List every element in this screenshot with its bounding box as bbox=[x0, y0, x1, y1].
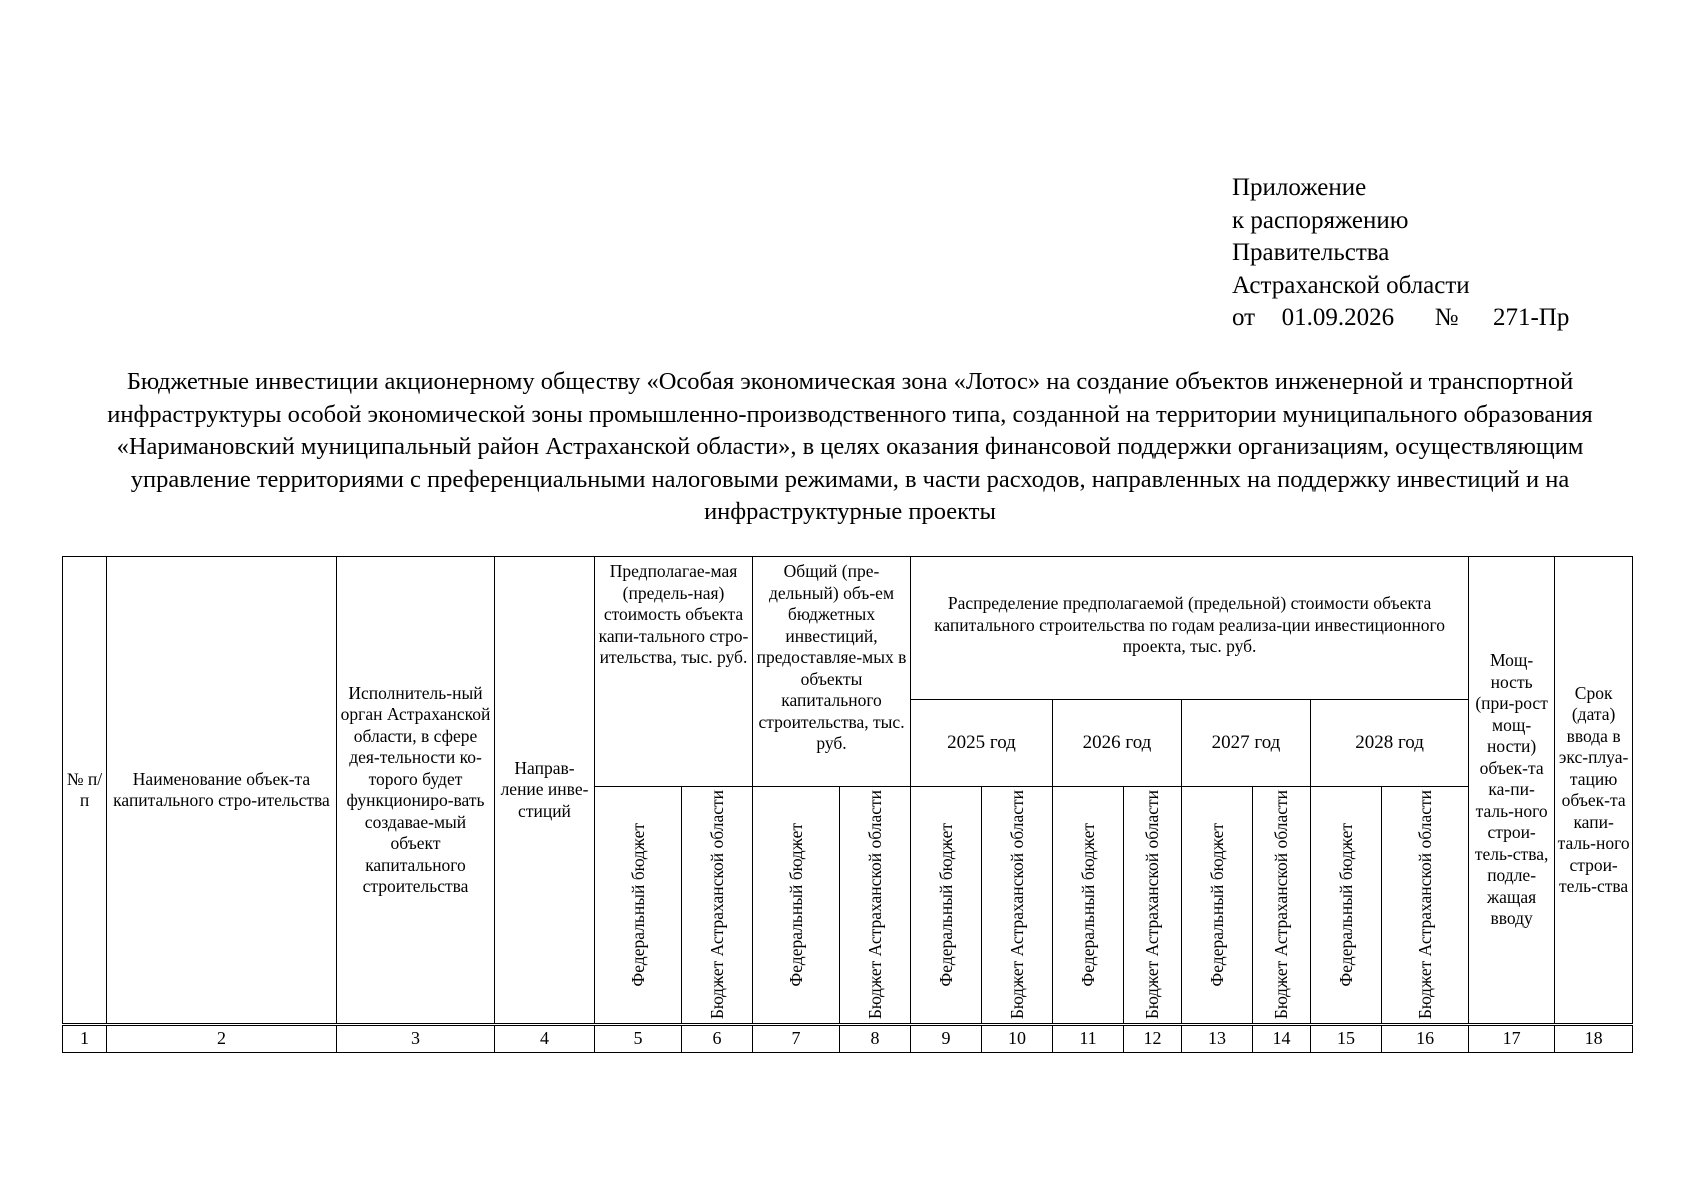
subheader-federal: Федеральный бюджет bbox=[911, 787, 982, 1025]
column-number: 4 bbox=[495, 1025, 595, 1053]
column-number: 14 bbox=[1253, 1025, 1311, 1053]
header-number: № п/п bbox=[63, 557, 107, 1025]
column-number: 10 bbox=[982, 1025, 1053, 1053]
subheader-federal: Федеральный бюджет bbox=[595, 787, 682, 1025]
column-number: 2 bbox=[107, 1025, 337, 1053]
subheader-regional: Бюджет Астраханской области bbox=[982, 787, 1053, 1025]
investment-table bbox=[62, 556, 1633, 1053]
appendix-number-sign: № bbox=[1434, 304, 1459, 331]
column-number: 16 bbox=[1382, 1025, 1469, 1053]
header-year-2027: 2027 год bbox=[1182, 700, 1311, 787]
header-year-2026: 2026 год bbox=[1053, 700, 1182, 787]
subheader-regional: Бюджет Астраханской области bbox=[1253, 787, 1311, 1025]
appendix-number: 271-Пр bbox=[1492, 304, 1570, 331]
column-number: 12 bbox=[1124, 1025, 1182, 1053]
appendix-number-line bbox=[1232, 302, 1569, 335]
header-cost: Предполагае-мая (предель-ная) стоимость объекта капи-тального стро-ительства, тыс. руб. bbox=[595, 557, 753, 787]
document-title: Бюджетные инвестиции акционерному обществу «Особая экономическая зона «Лотос» на создание объектов инженерной и транспортной инфраструктуры особой экономической зоны промышленно-производственного типа, созданной на территории муниципального образования «Наримановский муниципальный район Астраханской области», в целях оказания финансовой поддержки организациям, осуществляющим управление территориями с преференциальными налоговыми режимами, в части расходов, направленных на поддержку инвестиций и на инфраструктурные проекты bbox=[107, 368, 1593, 525]
header-object-name: Наименование объек-та капитального стро-ительства bbox=[107, 557, 337, 1025]
header-capacity: Мощ-ность (при-рост мощ-ности) объек-та ка-пи-таль-ного строи-тель-ства, подле-жащая вводу bbox=[1469, 557, 1555, 1025]
column-number: 15 bbox=[1311, 1025, 1382, 1053]
subheader-regional: Бюджет Астраханской области bbox=[682, 787, 753, 1025]
header-year-2028: 2028 год bbox=[1311, 700, 1469, 787]
appendix-prefix: от bbox=[1232, 304, 1256, 331]
column-number: 11 bbox=[1053, 1025, 1124, 1053]
column-number: 5 bbox=[595, 1025, 682, 1053]
column-number: 9 bbox=[911, 1025, 982, 1053]
column-number-row bbox=[63, 1025, 1633, 1053]
subheader-federal: Федеральный бюджет bbox=[1182, 787, 1253, 1025]
column-number: 17 bbox=[1469, 1025, 1555, 1053]
subheader-federal: Федеральный бюджет bbox=[1053, 787, 1124, 1025]
subheader-federal: Федеральный бюджет bbox=[1311, 787, 1382, 1025]
column-number: 8 bbox=[840, 1025, 911, 1053]
column-number: 13 bbox=[1182, 1025, 1253, 1053]
subheader-regional: Бюджет Астраханской области bbox=[1124, 787, 1182, 1025]
header-direction: Направ-ление инве-стиций bbox=[495, 557, 595, 1025]
appendix-date: 01.09.2026 bbox=[1281, 304, 1395, 331]
column-number: 18 bbox=[1555, 1025, 1633, 1053]
header-deadline: Срок (дата) ввода в экс-плуа-тацию объек-та капи-таль-ного строи-тель-ства bbox=[1555, 557, 1633, 1025]
column-number: 7 bbox=[753, 1025, 840, 1053]
appendix-line: Правительства bbox=[1232, 239, 1390, 266]
subheader-regional: Бюджет Астраханской области bbox=[1382, 787, 1469, 1025]
subheader-regional: Бюджет Астраханской области bbox=[840, 787, 911, 1025]
subheader-federal: Федеральный бюджет bbox=[753, 787, 840, 1025]
column-number: 1 bbox=[63, 1025, 107, 1053]
header-year-2025: 2025 год bbox=[911, 700, 1053, 787]
appendix-line: Приложение bbox=[1232, 174, 1367, 201]
appendix-line: Астраханской области bbox=[1232, 271, 1470, 299]
column-number: 3 bbox=[337, 1025, 495, 1053]
appendix-line: к распоряжению bbox=[1232, 206, 1409, 234]
appendix-header bbox=[1232, 172, 1569, 335]
header-executor: Исполнитель-ный орган Астраханской области, в сфере дея-тельности ко-торого будет функциониро-вать создавае-мый объект капитального строительства bbox=[337, 557, 495, 1025]
column-number: 6 bbox=[682, 1025, 753, 1053]
header-volume: Общий (пре-дельный) объ-ем бюджетных инвестиций, предоставляе-мых в объекты капитального строительства, тыс. руб. bbox=[753, 557, 911, 787]
header-distribution: Распределение предполагаемой (предельной) стоимости объекта капитального строительства по годам реализа-ции инвестиционного проекта, тыс. руб. bbox=[911, 557, 1469, 700]
